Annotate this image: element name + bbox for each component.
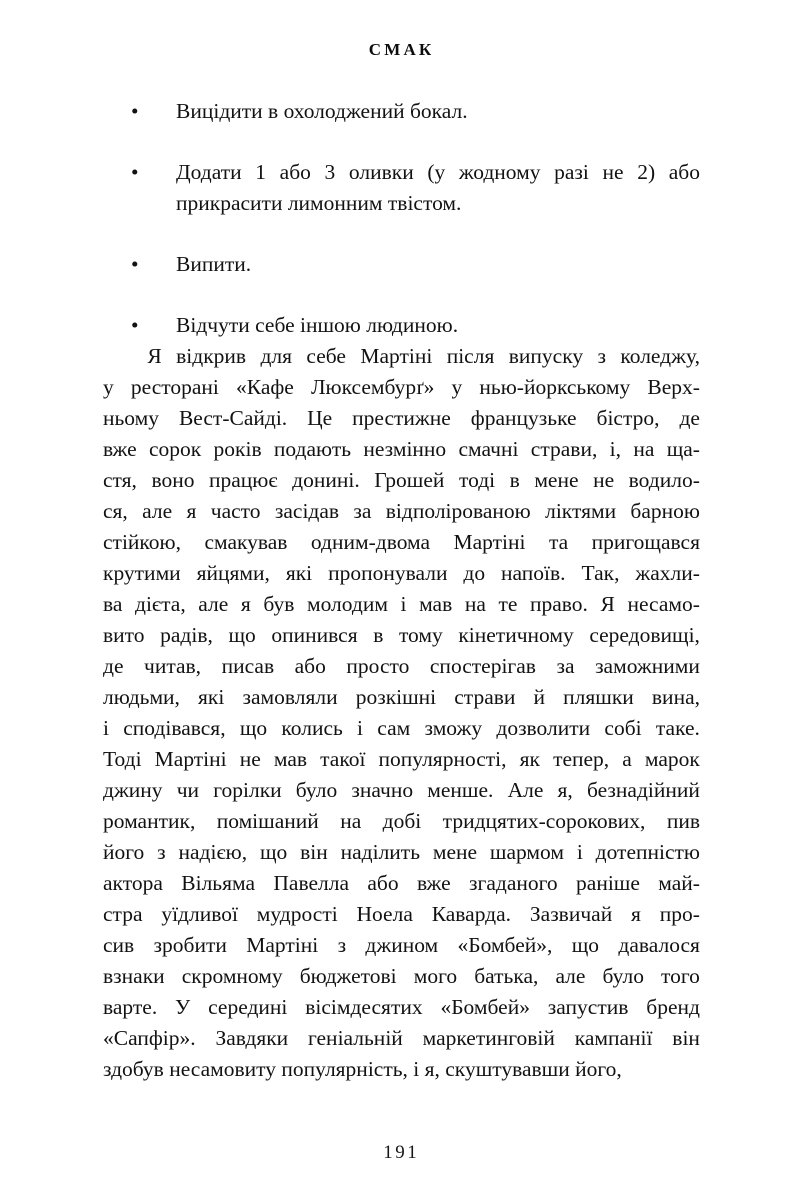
list-item-text: Вицідити в охолоджений бокал. (176, 99, 468, 123)
word: кінетичному (458, 623, 574, 647)
page-content (103, 96, 700, 1085)
paragraph-line (103, 930, 700, 961)
word: актора (103, 871, 163, 895)
word: працює (209, 468, 278, 492)
word: Мартіні (246, 933, 319, 957)
word: стійкою, (103, 530, 181, 554)
list-item-text: Додати 1 або 3 оливки (у жодному разі не 2) або прикрасити лимонним твістом. (176, 160, 700, 215)
word: часто (210, 499, 261, 523)
word: середовищі, (589, 623, 700, 647)
word: крутими (103, 561, 181, 585)
paragraph-line (103, 744, 700, 775)
word: років (213, 437, 262, 461)
word: після (446, 344, 495, 368)
word: пляшки (563, 685, 634, 709)
word: але (198, 592, 229, 616)
word: бістро, (596, 406, 660, 430)
paragraph-line (103, 713, 700, 744)
word: страви, (530, 437, 598, 461)
bullet-marker-icon: • (131, 160, 139, 184)
list-item-text: Випити. (176, 252, 252, 276)
word: за (353, 499, 372, 523)
word: значно (351, 778, 414, 802)
word: я (631, 902, 641, 926)
word: Грошей (374, 468, 445, 492)
paragraph-line (103, 868, 700, 899)
paragraph-line (103, 961, 700, 992)
word: помішаний (216, 809, 319, 833)
word: дієта, (135, 592, 186, 616)
word: ліктями (545, 499, 617, 523)
word: на (340, 809, 362, 833)
word: «Бомбей» (440, 995, 530, 1019)
word: водило- (628, 468, 700, 492)
word: вже (417, 871, 451, 895)
word: молодим (306, 592, 388, 616)
word: вісімдесятих (305, 995, 423, 1019)
word: безнадійний (586, 778, 700, 802)
list-item (103, 310, 700, 341)
word: і, (609, 437, 621, 461)
bullet-marker-icon: • (131, 252, 139, 276)
word: воно (151, 468, 195, 492)
word: такої (320, 747, 366, 771)
paragraph-line (103, 837, 700, 868)
paragraph-line (103, 341, 700, 372)
word: собі (604, 716, 642, 740)
word: «Сапфір». (103, 1026, 196, 1050)
word: подають (273, 437, 352, 461)
word: май- (658, 871, 700, 895)
word: романтик, (103, 809, 196, 833)
word: Зазвичай (529, 902, 613, 926)
word: маркетинговій (422, 1026, 555, 1050)
word: батька, (474, 964, 539, 988)
word: Люксембурґ» (310, 375, 435, 399)
word: за (556, 654, 575, 678)
word: уїдливої (161, 902, 238, 926)
word: ресторані (130, 375, 219, 399)
paragraph-line (103, 372, 700, 403)
word: тоді (458, 468, 496, 492)
word: раніше (576, 871, 640, 895)
word: та (548, 530, 569, 554)
word: чи (176, 778, 200, 802)
word: кампанії (574, 1026, 653, 1050)
word: Вільяма (181, 871, 255, 895)
paragraph-line (103, 620, 700, 651)
word: сорок (148, 437, 202, 461)
word: засідав (274, 499, 340, 523)
word: що (228, 623, 256, 647)
word: людьми, (103, 685, 180, 709)
word: геніальній (307, 1026, 403, 1050)
word: марок (644, 747, 700, 771)
word: сам (377, 716, 411, 740)
word: мудрості (256, 902, 338, 926)
word: горілки (213, 778, 282, 802)
word: нью-йоркському (479, 375, 631, 399)
paragraph-line (103, 558, 700, 589)
word: несамо- (627, 592, 700, 616)
word: менше. (427, 778, 494, 802)
word: жахли- (635, 561, 700, 585)
paragraph-line (103, 1023, 700, 1054)
word: відполірованою (385, 499, 531, 523)
word: Мартіні (453, 530, 526, 554)
paragraph-line (103, 403, 700, 434)
bullet-marker-icon: • (131, 313, 139, 337)
paragraph-line (103, 465, 700, 496)
word: барною (630, 499, 700, 523)
page-number: 191 (383, 1142, 420, 1163)
word: добі (382, 809, 422, 833)
list-item (103, 249, 700, 280)
word: до (463, 561, 486, 585)
word: дозволити (496, 716, 591, 740)
word: У (175, 995, 191, 1019)
word: престижне (352, 406, 451, 430)
word: те (498, 592, 518, 616)
word: право. (530, 592, 588, 616)
word: Я (147, 344, 162, 368)
word: мене (534, 468, 579, 492)
word: середині (208, 995, 288, 1019)
word: Мартіні (154, 747, 227, 771)
word: джину (103, 778, 163, 802)
word: з (597, 344, 606, 368)
word: Але (507, 778, 544, 802)
word: в (509, 468, 520, 492)
word: у (103, 375, 114, 399)
word: читав, (144, 654, 202, 678)
paragraph-line (103, 899, 700, 930)
word: Каварда. (431, 902, 512, 926)
word: тепер, (553, 747, 610, 771)
word: коледжу, (620, 344, 700, 368)
word: пив (666, 809, 700, 833)
word: розкішні (355, 685, 437, 709)
word: для (260, 344, 292, 368)
word: джином (365, 933, 439, 957)
word: де (679, 406, 700, 430)
word: писав (221, 654, 275, 678)
word: пропонували (328, 561, 448, 585)
word: ва (103, 592, 123, 616)
word: які (285, 561, 313, 585)
word: мав (419, 592, 453, 616)
paragraph-line (103, 682, 700, 713)
word: донині. (292, 468, 360, 492)
word: вина, (651, 685, 700, 709)
word: таке. (655, 716, 700, 740)
word: одним-двома (310, 530, 431, 554)
word: і (576, 840, 583, 864)
instruction-bullet-list (103, 96, 700, 341)
word: Верх- (647, 375, 700, 399)
word: Завдяки (215, 1026, 289, 1050)
word: сив (103, 933, 135, 957)
word: він (300, 840, 328, 864)
word: що (239, 716, 268, 740)
word: випуску (508, 344, 584, 368)
word: я, (557, 778, 573, 802)
word: заможними (595, 654, 700, 678)
word: яйцями, (196, 561, 270, 585)
word: тому (398, 623, 443, 647)
paragraph-line (103, 806, 700, 837)
word: пригощався (591, 530, 700, 554)
paragraph-line (103, 496, 700, 527)
word: Вест-Сайді. (178, 406, 288, 430)
word: стра (103, 902, 143, 926)
word: «Кафе (236, 375, 294, 399)
word: згаданого (469, 871, 558, 895)
bullet-marker-icon: • (131, 99, 139, 123)
word: стя, (103, 468, 137, 492)
list-item (103, 157, 700, 219)
word: на (464, 592, 486, 616)
word: ся, (103, 499, 128, 523)
word: мого (413, 964, 458, 988)
word: про- (659, 902, 700, 926)
word: був (263, 592, 295, 616)
word: було (295, 778, 338, 802)
word: він (672, 1026, 700, 1050)
word: смакував (204, 530, 288, 554)
word: з (337, 933, 347, 957)
word: французьке (470, 406, 577, 430)
word: з (157, 840, 166, 864)
word: вито (103, 623, 145, 647)
list-item (103, 96, 700, 127)
word: тридцятих-сорокових, (442, 809, 646, 833)
running-head: СМАК (368, 40, 435, 59)
word: не (593, 468, 615, 492)
word: і (103, 716, 109, 740)
paragraph-line (103, 589, 700, 620)
word: де (103, 654, 124, 678)
word: смачні (458, 437, 519, 461)
word: «Бомбей», (457, 933, 553, 957)
word: ща- (666, 437, 700, 461)
word: Ноела (356, 902, 413, 926)
word: опинився (271, 623, 358, 647)
word: радів, (160, 623, 213, 647)
first-line-indent (103, 341, 133, 372)
word: ньому (103, 406, 160, 430)
word: як (519, 747, 540, 771)
paragraph-line (103, 651, 700, 682)
word: які (198, 685, 225, 709)
word: спостерігав (429, 654, 536, 678)
word: запустив (547, 995, 629, 1019)
word: а (622, 747, 632, 771)
paragraph-line (103, 434, 700, 465)
body-paragraph (103, 341, 700, 1085)
word: бренд (646, 995, 700, 1019)
word: давалося (618, 933, 700, 957)
word: Так, (581, 561, 620, 585)
word: скромному (181, 964, 283, 988)
word: або (367, 871, 399, 895)
word: Мартіні (360, 344, 433, 368)
word: і (357, 716, 364, 740)
word: наділить (340, 840, 421, 864)
word: відкрив (176, 344, 247, 368)
word: дотепністю (595, 840, 700, 864)
word: бюджетові (299, 964, 397, 988)
word: Це (307, 406, 333, 430)
word: але (555, 964, 586, 988)
word: було (602, 964, 644, 988)
word: в (373, 623, 384, 647)
word: у (451, 375, 463, 399)
word: мене (432, 840, 478, 864)
word: я (186, 499, 197, 523)
word: зробити (153, 933, 227, 957)
word: або (294, 654, 326, 678)
paragraph-line (103, 992, 700, 1023)
word: на (633, 437, 655, 461)
word: і (400, 592, 407, 616)
word: надією, (178, 840, 248, 864)
word: незмінно (363, 437, 447, 461)
word: сподівався, (123, 716, 226, 740)
word: себе (306, 344, 346, 368)
word: Тоді (103, 747, 142, 771)
word: його (103, 840, 145, 864)
word: й (533, 685, 546, 709)
word: колись (281, 716, 343, 740)
paragraph-line (103, 775, 700, 806)
word: що (259, 840, 288, 864)
word: варте. (103, 995, 158, 1019)
paragraph-line (103, 527, 700, 558)
word: Я (600, 592, 615, 616)
word: Павелла (273, 871, 350, 895)
word: мав (273, 747, 308, 771)
word: напоїв. (501, 561, 566, 585)
word: просто (346, 654, 410, 678)
list-item-text: Відчути себе іншою людиною. (176, 313, 459, 337)
word: замовляли (242, 685, 338, 709)
paragraph-line: здобув несамовиту популярність, і я, скуштувавши його, (103, 1057, 622, 1081)
word: шармом (489, 840, 564, 864)
word: взнаки (103, 964, 165, 988)
word: того (661, 964, 700, 988)
word: я (240, 592, 251, 616)
word: що (571, 933, 600, 957)
word: вже (103, 437, 137, 461)
word: не (239, 747, 261, 771)
word: популярності, (378, 747, 507, 771)
word: але (142, 499, 173, 523)
word: страви (454, 685, 516, 709)
word: зможу (424, 716, 483, 740)
